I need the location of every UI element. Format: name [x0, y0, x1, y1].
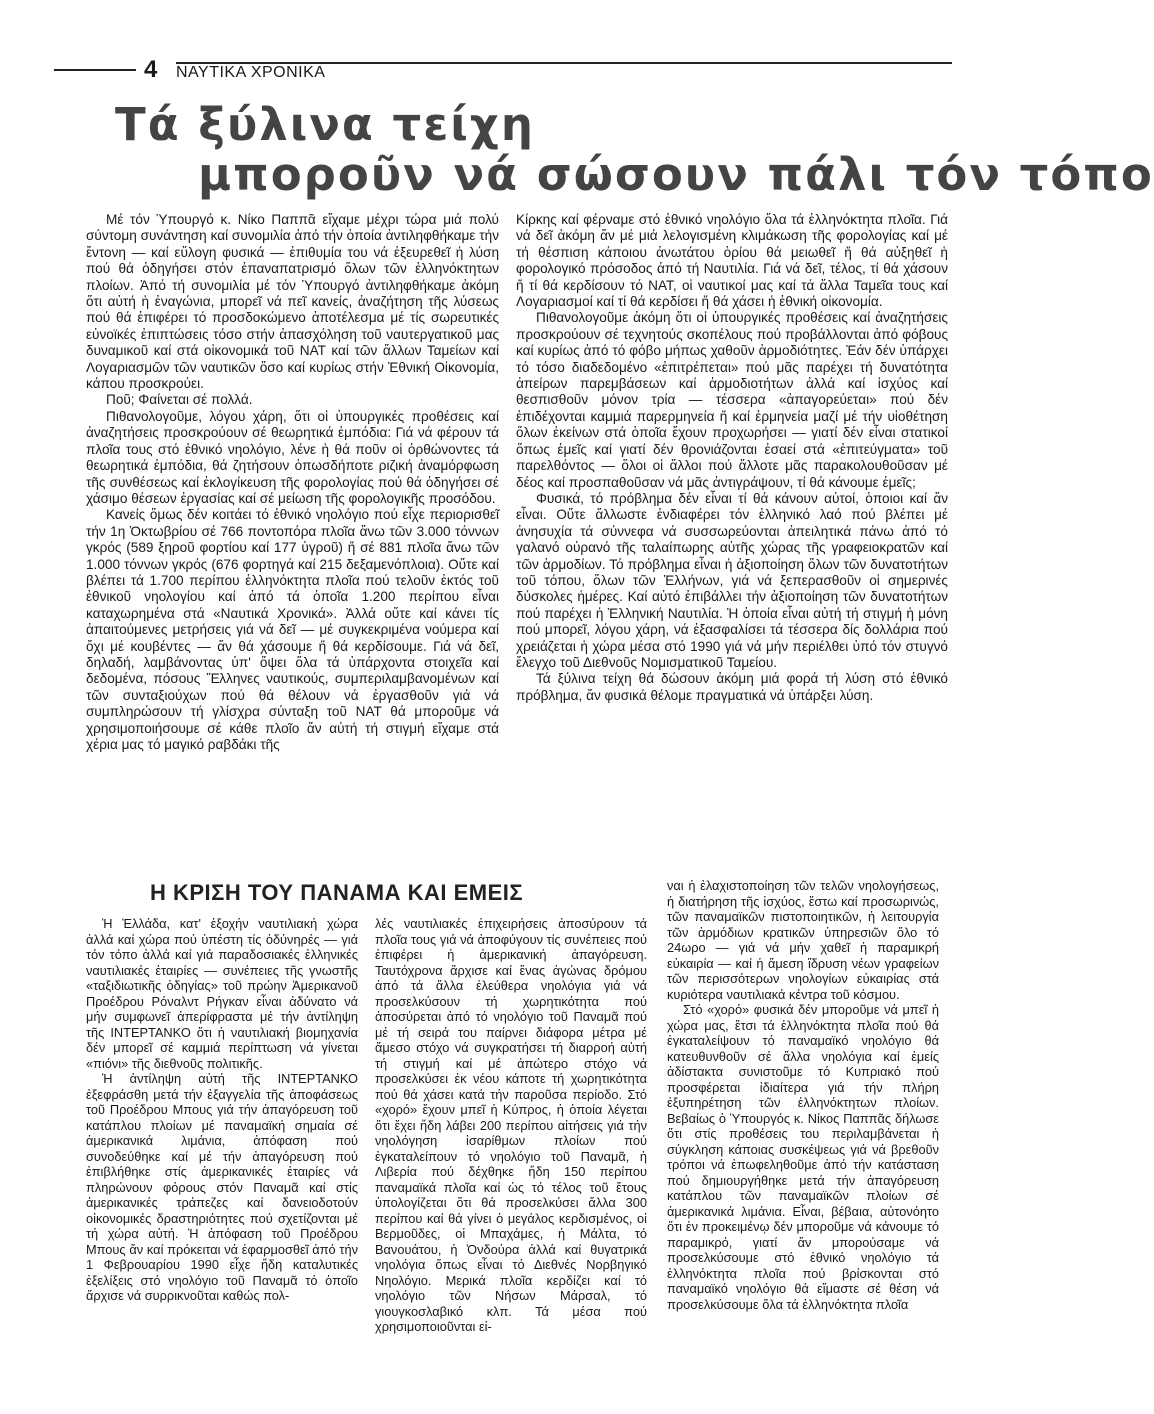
- paragraph: Κίρκης καί φέρναμε στό ἐθνικό νηολόγιο ὅλα τά ἑλληνόκτητα πλοῖα. Γιά νά δεῖ ἀκόμη ἄν μέ μιά λελογισμένη κλιμάκωση τῆς φορολογίας καί μέ τή θέσπιση κάποιου ἀνωτάτου ὁρίου θά μειωθεῖ ἤ θά αὐξηθεῖ ἡ φορολογικό πρόσοδος ἀπό τή Ναυτιλία. Γιά νά δεῖ, τέλος, τί θά χάσουν ἤ τί θά κερδίσουν τό ΝΑΤ, οἱ ναυτικοί μας καί τά ἄλλα Ταμεῖα τους καί Λογαριασμοί καί τί θά κερδίσει ἤ θά χάσει ἡ ἐθνική οἰκονομία.: [516, 212, 948, 310]
- paragraph: Πιθανολογοῦμε, λόγου χάρη, ὅτι οἱ ὑπουργικές προθέσεις καί ἀναζητήσεις προσκρούουν σέ θεωρητικά ἐμπόδια: Γιά νά φέρουν τά πλοῖα τους στό ἐθνικό νηολόγιο, λένε ἡ θά ποῦν οἱ ὀρθώνοντες τά θεωρητικά ἐμπόδια, θά ζητήσουν ὁπωσδήποτε ριζική ἀναμόρφωση τῆς συνθέσεως καί ἐκλογίκευση τῆς φορολογίας πού θά ὁδηγήσει σέ χάσιμο θέσεων ἐργασίας καί σέ μείωση τῆς φορολογικῆς προσόδου.: [86, 408, 499, 506]
- headline-line-2: μποροῦν νά σώσουν πάλι τόν τόπο: [198, 148, 1154, 201]
- paragraph: λές ναυτιλιακές ἐπιχειρήσεις ἀποσύρουν τά πλοῖα τους γιά νά ἀποφύγουν τίς συνέπειες πού ἐπιφέρει ἡ ἀμερικανική ἀπαγόρευση. Ταυτόχρονα ἄρχισε καί ἕνας ἀγώνας δρόμου ἀπό τά ἄλλα ἐλεύθερα νηολόγια γιά νά προσελκύσουν τή χωρητικότητα πού ἀποσύρεται ἀπό τό νηολόγιο τοῦ Παναμᾶ πού μέ τή σειρά του παίρνει διάφορα μέτρα μέ ἄμεσο στόχο νά συγκρατήσει τή διαρροή αὐτή τή στιγμή καί μέ ἀπώτερο στόχο νά προσελκύσει ἐκ νέου κάποτε τή χωρητικότητα πού θά χάσει κατά τήν παροῦσα περίοδο. Στό «χορό» ἔχουν μπεῖ ἡ Κύπρος, ἡ ὁποία λέγεται ὅτι ἔχει ἤδη λάβει 200 περίπου αἰτήσεις γιά τήν νηολόγηση ἰσαρίθμων πλοίων πού ἐγκαταλείπουν τό νηολόγιο τοῦ Παναμᾶ, ἡ Λιβερία πού δέχθηκε ἤδη 150 περίπου παναμαϊκά πλοῖα καί ὡς τό τέλος τοῦ ἔτους ὑπολογίζεται ὅτι θά προσελκύσει ἄλλα 300 περίπου καί θά γίνει ὁ μεγάλος κερδισμένος, οἱ Βερμοῦδες, οἱ Μπαχάμες, ἡ Μάλτα, τό Βανουάτου, ἡ Ὀνδούρα ἀλλά καί θυγατρικά νηολόγια ὅπως εἶναι τό Διεθνές Νορβηγικό Νηολόγιο. Μερικά πλοῖα κερδίζει καί τό νηολόγιο τῶν Νήσων Μάρσαλ, τό γιουγκοσλαβικό κλπ. Τά μέσα πού χρησιμοποιοῦνται εἰ-: [375, 916, 647, 1334]
- paragraph: ναι ἡ ἐλαχιστοποίηση τῶν τελῶν νηολογήσεως, ἡ διατήρηση τῆς ἰσχύος, ἔστω καί προσωρινώς, τῶν παναμαϊκῶν πιστοποιητικῶν, ἡ λειτουργία τῶν ἁρμόδιων κρατικῶν ὑπηρεσιῶν ὅλο τό 24ωρο — γιά νά μήν χαθεῖ ἡ παραμικρή εὐκαιρία — καί ἡ ἄμεση ἵδρυση νέων γραφείων τῶν περισσότερων νηολογίων εὐκαιρίας στά κυριότερα ναυτιλιακά κέντρα τοῦ κόσμου.: [667, 878, 939, 1002]
- section-title: ΝΑΥΤΙΚΑ ΧΡΟΝΙΚΑ: [176, 64, 326, 81]
- paragraph: Ἡ ἀντίληψη αὐτή τῆς ΙΝΤΕΡΤΑΝΚΟ ἐξεφράσθη μετά τήν ἐξαγγελία τῆς ἀποφάσεως τοῦ Προέδρου Μπους γιά τήν ἀπαγόρευση τοῦ κατάπλου πλοίων μέ παναμαϊκή σημαία σέ ἀμερικανικά λιμάνια, ἀπόφαση πού συνοδεύθηκε καί μέ τήν ἀπαγόρευση πού ἐπιβλήθηκε στίς ἀμερικανικές ἑταιρίες νά πληρώνουν φόρους στόν Παναμᾶ καί στίς ἀμερικανικές τράπεζες καί δανειοδοτούν οἰκονομικές δραστηριότητες πού σχετίζονται μέ τή χώρα αὐτή. Ἡ ἀπόφαση τοῦ Προέδρου Μπους ἄν καί πρόκειται νά ἐφαρμοσθεῖ ἀπό τήν 1 Φεβρουαρίου 1990 εἶχε ἤδη καταλυτικές ἐξελίξεις στό νηολόγιο τοῦ Παναμᾶ τό ὁποῖο ἄρχισε νά συρρικνοῦται καθώς πολ-: [86, 1071, 358, 1303]
- header-rule-left: [54, 69, 136, 71]
- paragraph: Μέ τόν Ὑπουργό κ. Νίκο Παππᾶ εἴχαμε μέχρι τώρα μιά πολύ σύντομη συνάντηση καί συνομιλία ἀπό τήν ὁποία ἀντιληφθήκαμε τήν ἔντονη — καί εὔλογη φυσικά — ἐπιθυμία του νά ἐξευρεθεῖ ἡ λύση πού θά ὁδηγήσει στόν ἐπαναπατρισμό ὅλων τῶν ἑλληνόκτητων πλοίων. Ἀπό τή συνομιλία μέ τόν Ὑπουργό ἀντιληφθήκαμε ἀκόμη ὅτι αὐτή ἡ ἐναγώνια, μπορεῖ νά πεῖ κανείς, ἀναζήτηση τῆς λύσεως πού θά ἐπιφέρει τό προσδοκώμενο ἀποτέλεσμα μέ τίς σωρευτικές εὐνοϊκές ἐπιπτώσεις τόσο στήν ἀπασχόληση τοῦ ναυτεργατικοῦ μας δυναμικοῦ καί στά οἰκονομικά τοῦ ΝΑΤ καί τῶν ἄλλων Ταμείων καί Λογαριασμῶν τῶν ναυτικῶν ὅσο καί κυρίως στήν Ἐθνική Οἰκονομία, κάπου προσκρούει.: [86, 212, 499, 392]
- article2-column-3: [667, 878, 939, 1312]
- article2-headline: Η ΚΡΙΣΗ ΤΟΥ ΠΑΝΑΜΑ ΚΑΙ ΕΜΕΙΣ: [150, 880, 524, 905]
- paragraph: Ποῦ; Φαίνεται σέ πολλά.: [106, 392, 253, 408]
- page-number: 4: [144, 56, 158, 83]
- paragraph: Φυσικά, τό πρόβλημα δέν εἶναι τί θά κάνουν αὐτοί, ὁποιοι καί ἄν εἶναι. Οὔτε ἄλλωστε ἐνδιαφέρει τόν ἑλληνικό λαό πού βλέπει μέ ἀνησυχία τά σύννεφα νά συσσωρεύονται ἀπειλητικά πάνω ἀπό τό γαλανό οὐρανό τῆς ταλαίπωρης αὐτῆς χώρας τῆς γραφειοκρατῶν καί τῶν ἁρμοδίων. Τό πρόβλημα εἶναι ἡ ἀξιοποίηση ὅλων τῶν δυνατοτήτων τοῦ τόπου, ὅλων τῶν Ἑλλήνων, γιά νά ξεπερασθοῦν οἱ σημερινές δύσκολες ἡμέρες. Καί αὐτό ἐπιβάλλει τήν ἀξιοποίηση τῶν δυνατοτήτων πού παρέχει ἡ Ἑλληνική Ναυτιλία. Ἡ ὁποία εἶναι αὐτή τή στιγμή ἡ μόνη πού μπορεῖ, λόγου χάρη, νά ἐξασφαλίσει τά τέσσερα δίς δολλάρια πού χρειάζεται ἡ χώρα μέσα στό 1990 γιά νά μήν περιέλθει ὑπό τόν στυγνό ἔλεγχο τοῦ Διεθνοῦς Νομισματικοῦ Ταμείου.: [516, 490, 948, 670]
- article2-column-1: [86, 916, 358, 1304]
- article2-column-2: [375, 916, 647, 1335]
- paragraph: Τά ξύλινα τείχη θά δώσουν ἀκόμη μιά φορά τή λύση στό ἐθνικό πρόβλημα, ἄν φυσικά θέλομε πραγματικά νά ὑπάρξει λύση.: [516, 671, 948, 703]
- headline-line-1: Τά ξύλινα τείχη: [115, 98, 535, 151]
- paragraph: Πιθανολογοῦμε ἀκόμη ὅτι οἱ ὑπουργικές προθέσεις καί ἀναζητήσεις προσκρούουν σέ τεχνητούς σκοπέλους πού προβάλλονται ἀπό φόβους καί κυρίως ἀπό τό φόβο μήπως χαθοῦν ἁρμοδιότητες. Ἐάν δέν ὑπάρχει τό τόσο διαδεδομένο «ἐπιτρέπεται» πού μᾶς παρέχει τή δυνατότητα ἀπείρων παρεμβάσεων καί ἁρμοδιοτήτων ἀλλά καί ἰσχύος καί θεσπισθοῦν μόνον τρία — τέσσερα «ἀπαγορεύεται» πού δέν ἐπιδέχονται καμμιά παρερμηνεία ἤ καί ἑρμηνεία μαζί μέ τήν υἱοθέτηση ὅλων ἐκείνων στά ὁποῖα ἔχουν προχωρήσει — γιατί δέν εἶναι στατικοί ὅπως ἐμεῖς καί γιατί δέν θρονιάζονται ἐσαεί στά «ἐπιτεύγματα» τοῦ παρελθόντος — ὅλοι οἱ ἄλλοι πού ἄλλοτε μᾶς παρακολουθοῦσαν μέ δέος καί προσπαθοῦσαν νά μᾶς ἀντιγράψουν, τί θά κάνουμε ἐμεῖς;: [516, 310, 948, 490]
- article1-left-column: [86, 212, 499, 753]
- paragraph: Στό «χορό» φυσικά δέν μποροῦμε νά μπεῖ ἡ χώρα μας, ἔτσι τά ἑλληνόκτητα πλοῖα πού θά ἐγκαταλείψουν τό παναμαϊκό νηολόγιο θά κατευθυνθοῦν σέ ἄλλα νηολόγια καί ἐμείς ἀδίστακτα συνιστοῦμε τό Κυπριακό πού προσφέρεται ἰδιαίτερα γιά τήν πλήρη ἐξυπηρέτηση τῶν ἑλληνόκτητων πλοίων. Βεβαίως ὁ Ὑπουργός κ. Νίκος Παππᾶς δήλωσε ὅτι στίς προθέσεις του περιλαμβάνεται ἡ σύγκληση κάποιας συσκέψεως γιά νά βρεθοῦν τρόποι νά ἐπωφεληθοῦμε ἀπό τήν κατάσταση πού δημιουργήθηκε μετά τήν ἀπαγόρευση κατάπλου τῶν παναμαϊκῶν πλοίων σέ ἀμερικανικά λιμάνια. Εἶναι, βέβαια, αὐτονόητο ὅτι ἐν προκειμένῳ δέν μποροῦμε νά κάνουμε τό παραμικρό, γιατί ἄν μπορούσαμε νά προσελκύσουμε στό ἐθνικό νηολόγιο τά ἑλληνόκτητα πλοῖα πού βρίσκονται στό παναμαϊκό νηολόγιο θά εἴμαστε σέ θέση νά προσελκύσουμε ὅλα τά ἑλληνόκτητα πλοῖα: [667, 1002, 939, 1312]
- paragraph: Κανείς ὅμως δέν κοιτάει τό ἐθνικό νηολόγιο πού εἶχε περιορισθεῖ τήν 1η Ὀκτωβρίου σέ 766 ποντοπόρα πλοῖα ἄνω τῶν 3.000 τόννων γκρός (589 ξηροῦ φορτίου καί 177 ὑγροῦ) ἤ σέ 881 πλοῖα ἄνω τῶν 1.000 τόννων γκρός (676 φορτηγά καί 215 δεξαμενόπλοια). Οὔτε καί βλέπει τά 1.700 περίπου ἑλληνόκτητα πλοῖα πού τελοῦν ἐκτός τοῦ ἐθνικοῦ νηολογίου καί ἀπό τά ὁποῖα 1.200 περίπου εἶναι καταχωρημένα στά «Ναυτικά Χρονικά». Ἀλλά οὔτε καί κάνει τίς ἀπαιτούμενες μετρήσεις γιά νά δεῖ — μέ συγκεκριμένα νούμερα καί ὄχι μέ κουβέντες — ἄν θά χάσουμε ἤ θά κερδίσουμε. Γιά νά δεῖ, δηλαδή, λαμβάνοντας ὑπ' ὄψει ὅλα τά ὑπάρχοντα στοιχεῖα καί δεδομένα, πόσους Ἕλληνες ναυτικούς, συμπεριλαμβανομένων καί τῶν συνταξιούχων πού θά θέλουν νά ἐργασθοῦν γιά νά συμπληρώσουν τή γλίσχρα σύνταξη τοῦ ΝΑΤ θά μποροῦμε νά χρησιμοποιήσουμε σέ κάθε πλοῖο ἄν αὐτή τή στιγμή εἴχαμε στά χέρια μας τό μαγικό ραβδάκι τῆς: [86, 507, 499, 752]
- header-rule-right: [176, 62, 952, 64]
- paragraph: Ἡ Ἑλλάδα, κατ' ἐξοχήν ναυτιλιακή χώρα ἀλλά καί χώρα πού ὑπέστη τίς ὀδύνηρές — γιά τόν τόπο ἀλλά καί γιά παραδοσιακές ἑλληνικές ναυτιλιακές ἑταιρίες — συνέπειες τῆς γνωστῆς «ταξιδιωτικῆς ὁδηγίας» τοῦ πρώην Ἀμερικανοῦ Προέδρου Ρόναλντ Ρήγκαν εἶναι ἀδύνατο νά μήν συμφωνεῖ ἀπερίφραστα μέ τήν ἀντίληψη τῆς ΙΝΤΕΡΤΑΝΚΟ ὅτι ἡ ναυτιλιακή βιομηχανία δέν μπορεῖ σέ καμμιά περίπτωση νά γίνεται «πιόνι» τῆς διεθνοῦς πολιτικῆς.: [86, 916, 358, 1071]
- article1-right-column: [516, 212, 948, 704]
